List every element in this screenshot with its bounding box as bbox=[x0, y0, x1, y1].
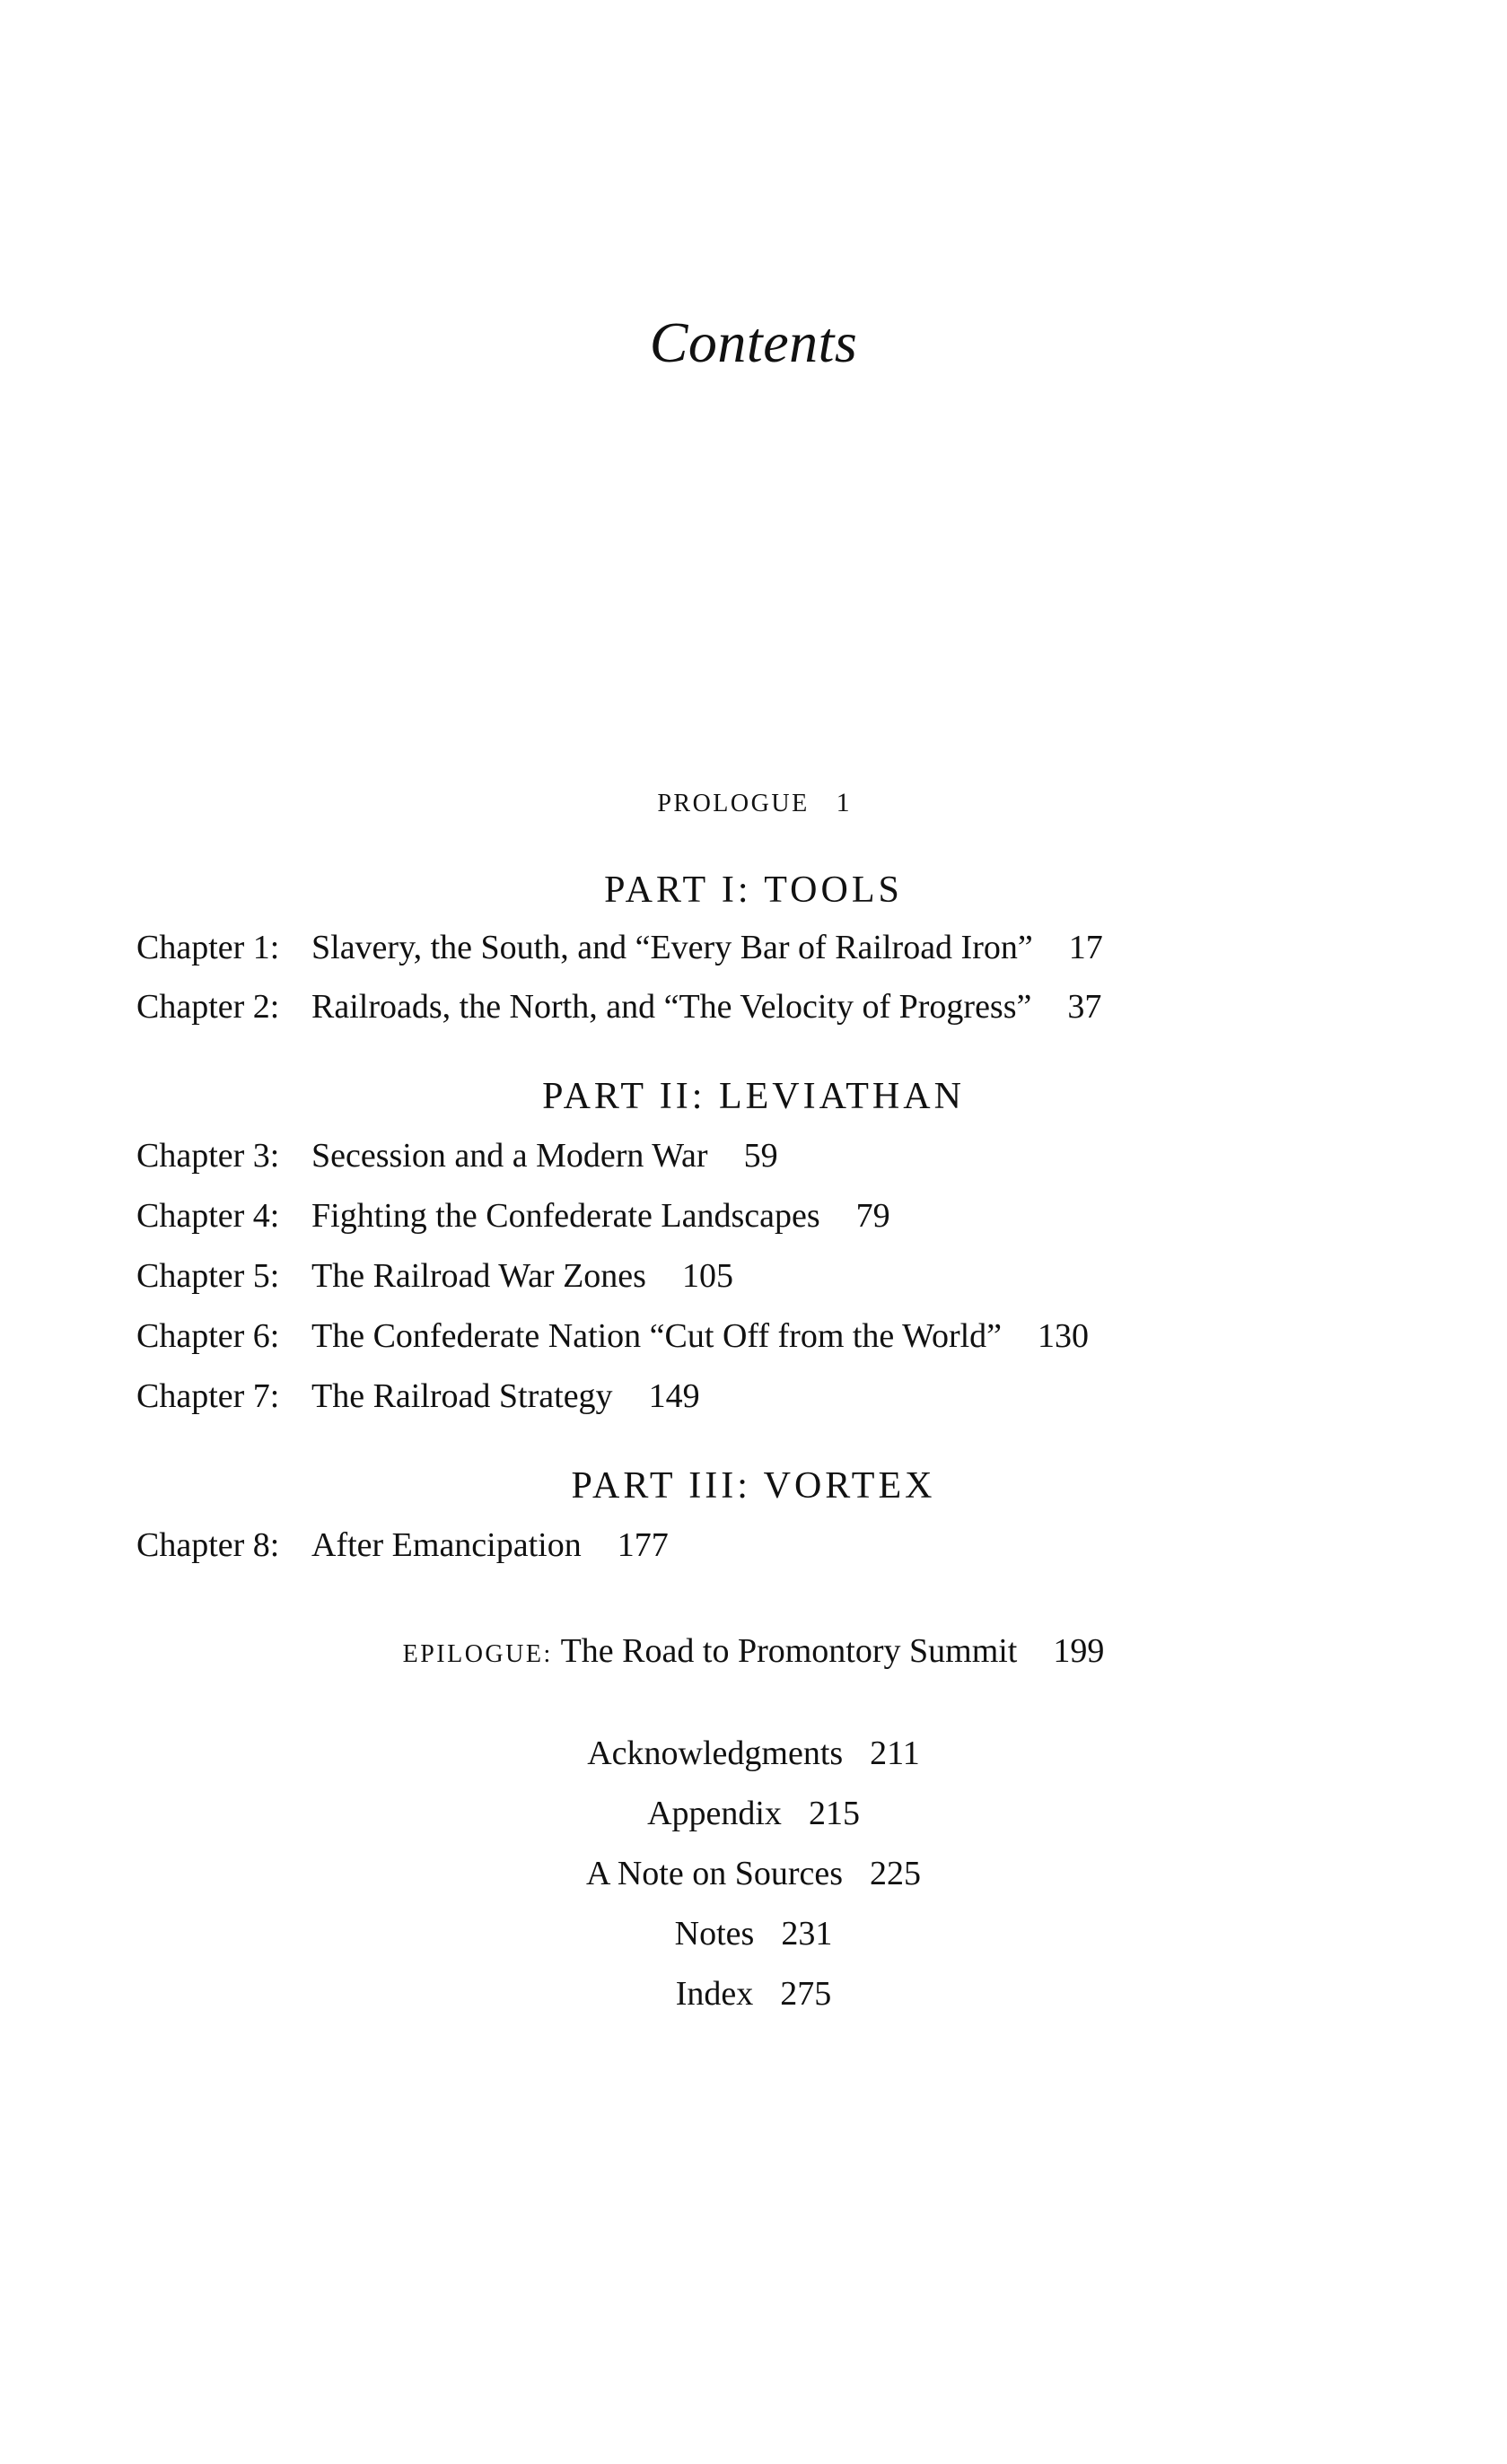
chapter-entry bbox=[136, 1196, 890, 1236]
chapter-label: Chapter 6: bbox=[136, 1317, 280, 1355]
page-title: Contents bbox=[649, 310, 858, 374]
chapter-entry bbox=[136, 987, 1101, 1027]
chapter-entry bbox=[136, 1316, 1089, 1356]
part-heading: PART I: TOOLS bbox=[604, 869, 903, 911]
back-matter-page: 231 bbox=[781, 1915, 833, 1953]
chapter-page: 17 bbox=[1068, 929, 1103, 966]
chapter-label: Chapter 3: bbox=[136, 1137, 280, 1175]
back-matter-title: Appendix bbox=[647, 1795, 782, 1832]
prologue-label: PROLOGUE bbox=[657, 790, 810, 817]
prologue-page: 1 bbox=[836, 788, 850, 817]
chapter-title: The Railroad Strategy bbox=[311, 1377, 613, 1415]
back-matter-page: 211 bbox=[870, 1734, 920, 1772]
chapter-page: 149 bbox=[648, 1377, 700, 1415]
chapter-page: 37 bbox=[1067, 988, 1102, 1026]
part-heading: PART II: LEVIATHAN bbox=[542, 1076, 965, 1117]
back-matter-entry bbox=[0, 1794, 1507, 1833]
epilogue-entry bbox=[0, 1631, 1507, 1671]
prologue-entry bbox=[0, 788, 1507, 818]
chapter-entry bbox=[136, 928, 1103, 967]
chapter-label: Chapter 4: bbox=[136, 1197, 280, 1235]
chapter-entry bbox=[136, 1525, 669, 1565]
back-matter-title: Notes bbox=[674, 1915, 755, 1953]
back-matter-entry bbox=[0, 1974, 1507, 2014]
epilogue-label: EPILOGUE: bbox=[402, 1640, 553, 1668]
chapter-label: Chapter 1: bbox=[136, 929, 280, 966]
chapter-label: Chapter 8: bbox=[136, 1526, 280, 1564]
chapter-title: The Confederate Nation “Cut Off from the World” bbox=[311, 1317, 1003, 1355]
epilogue-title: The Road to Promontory Summit bbox=[560, 1632, 1018, 1670]
chapter-title: Slavery, the South, and “Every Bar of Railroad Iron” bbox=[311, 929, 1033, 966]
back-matter-page: 215 bbox=[808, 1795, 860, 1832]
chapter-label: Chapter 2: bbox=[136, 988, 280, 1026]
chapter-entry bbox=[136, 1376, 700, 1416]
epilogue-page: 199 bbox=[1053, 1632, 1105, 1670]
back-matter-title: A Note on Sources bbox=[585, 1855, 844, 1892]
back-matter-title: Index bbox=[675, 1975, 754, 2013]
chapter-page: 79 bbox=[855, 1197, 890, 1235]
chapter-title: After Emancipation bbox=[311, 1526, 582, 1564]
back-matter-title: Acknowledgments bbox=[587, 1734, 844, 1772]
chapter-label: Chapter 5: bbox=[136, 1257, 280, 1295]
chapter-entry bbox=[136, 1136, 778, 1175]
chapter-title: Secession and a Modern War bbox=[311, 1137, 708, 1175]
chapter-page: 59 bbox=[743, 1137, 778, 1175]
back-matter-page: 275 bbox=[780, 1975, 832, 2013]
back-matter-page: 225 bbox=[870, 1855, 922, 1892]
back-matter-entry bbox=[0, 1854, 1507, 1893]
part-heading: PART III: VORTEX bbox=[571, 1465, 936, 1507]
chapter-title: Fighting the Confederate Landscapes bbox=[311, 1197, 820, 1235]
back-matter-entry bbox=[0, 1734, 1507, 1773]
chapter-label: Chapter 7: bbox=[136, 1377, 280, 1415]
back-matter-entry bbox=[0, 1914, 1507, 1953]
chapter-page: 105 bbox=[681, 1257, 733, 1295]
chapter-title: The Railroad War Zones bbox=[311, 1257, 646, 1295]
chapter-page: 130 bbox=[1038, 1317, 1090, 1355]
chapter-title: Railroads, the North, and “The Velocity of Progress” bbox=[311, 988, 1032, 1026]
chapter-entry bbox=[136, 1256, 733, 1296]
chapter-page: 177 bbox=[617, 1526, 669, 1564]
